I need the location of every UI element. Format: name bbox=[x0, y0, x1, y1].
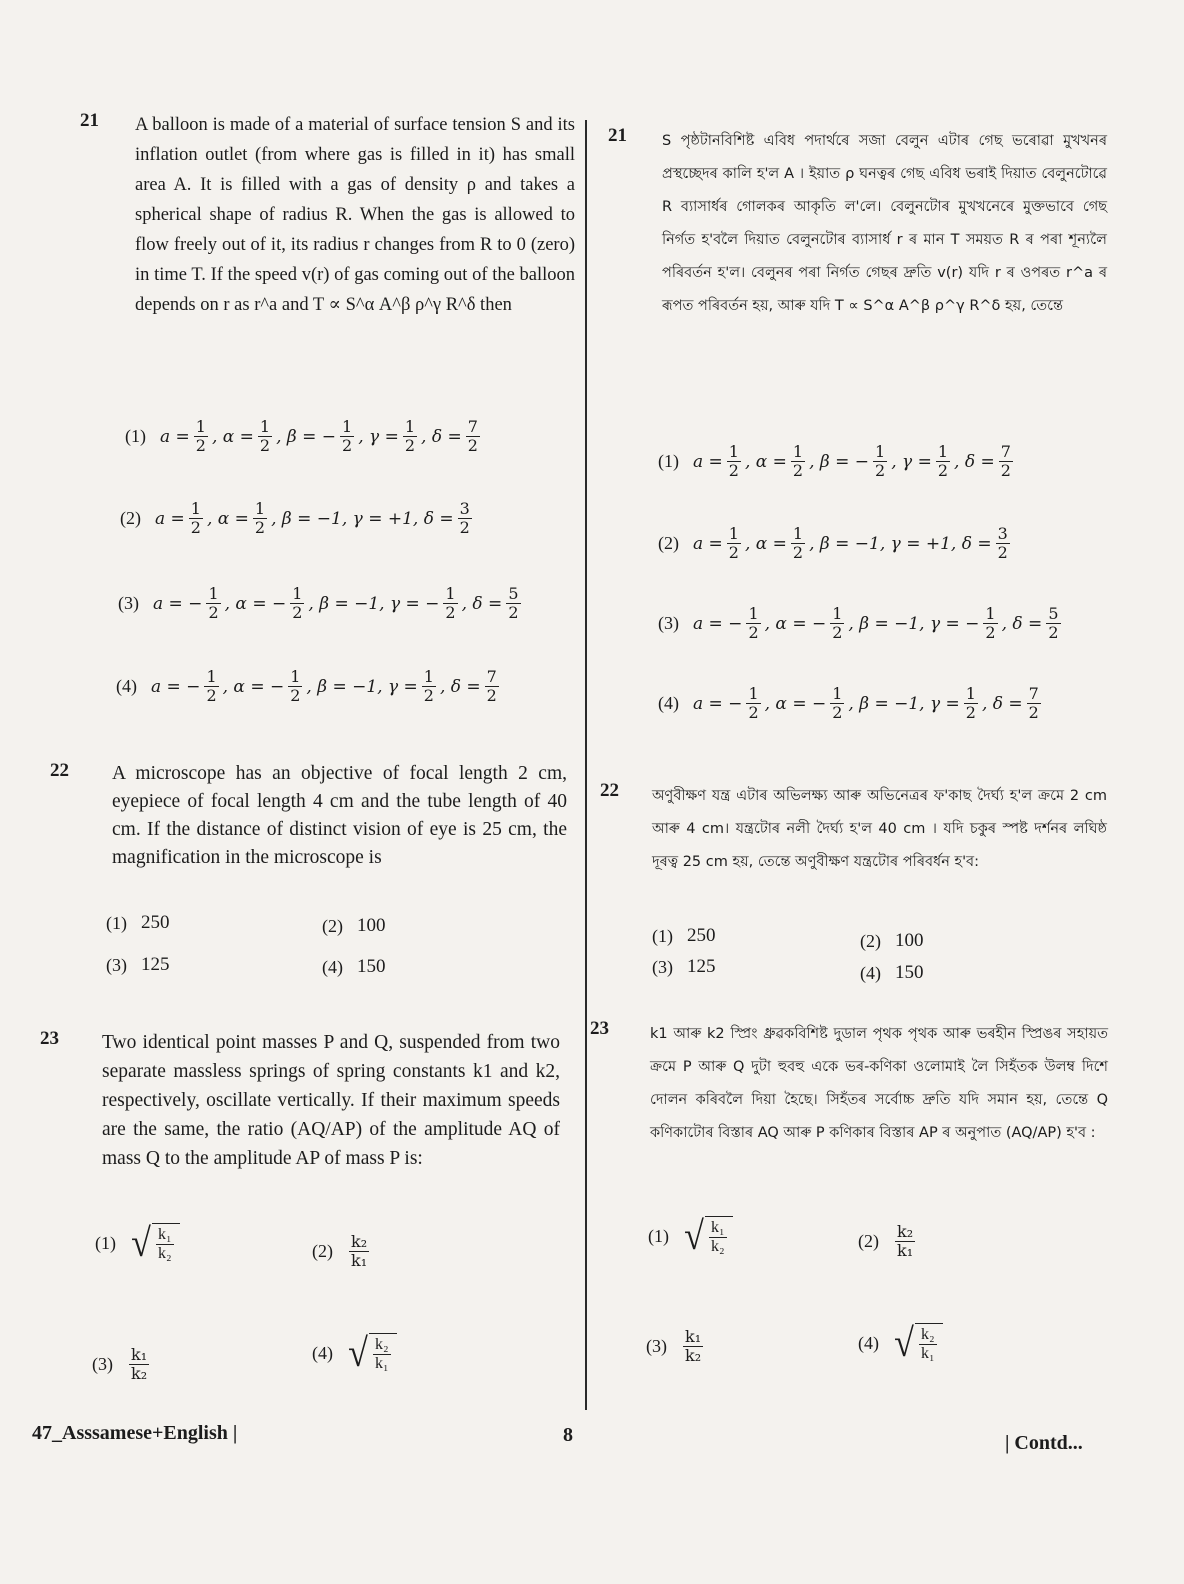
option-math: a = $\frac{1}{2}$ , α = $\frac{1}{2}$ , β = − $\frac{1}{2}$ , γ = $\frac{1}{2}$ , δ = $\frac{7}{2}$ bbox=[693, 442, 1011, 480]
option-math: $\frac{\text{k₁}}{\text{k₂}}$ bbox=[685, 1327, 702, 1365]
option-2[interactable] bbox=[658, 525, 1012, 562]
option-label: (3) bbox=[118, 593, 139, 613]
option-label: (4) bbox=[858, 1332, 879, 1353]
option-label: (3) bbox=[92, 1354, 113, 1374]
option-3[interactable] bbox=[92, 1346, 151, 1383]
option-2[interactable] bbox=[860, 930, 924, 952]
option-math: a = $\frac{1}{2}$ , α = $\frac{1}{2}$ , β = −1, γ = +1, δ = $\frac{3}{2}$ bbox=[693, 524, 1008, 562]
option-label: (3) bbox=[646, 1336, 667, 1356]
option-4[interactable] bbox=[658, 685, 1043, 722]
option-2[interactable] bbox=[322, 915, 386, 937]
option-label: (2) bbox=[858, 1231, 879, 1251]
column-divider bbox=[585, 120, 587, 1410]
option-math: a = $\frac{1}{2}$ , α = $\frac{1}{2}$ , β = − $\frac{1}{2}$ , γ = $\frac{1}{2}$ , δ = $\frac{7}{2}$ bbox=[160, 417, 478, 455]
question-number: 22 bbox=[600, 780, 619, 801]
option-value: 150 bbox=[895, 962, 924, 983]
question-text: A microscope has an objective of focal length 2 cm, eyepiece of focal length 4 cm and the tube length of 40 cm. If the distance of distinct vision of eye is 25 cm, the magnification in the microscope is bbox=[112, 763, 567, 868]
option-label: (2) bbox=[322, 915, 343, 936]
option-4[interactable] bbox=[860, 962, 924, 984]
question-text: অণুবীক্ষণ যন্ত্ৰ এটাৰ অভিলক্ষ্য আৰু অভিনেত্ৰৰ ফ'কাছ দৈৰ্ঘ্য হ'ল ক্ৰমে 2 cm আৰু 4 cm। যন্ত্ৰটোৰ নলী দৈৰ্ঘ্য হ'ল 40 cm । যদি চকুৰ স্পষ্ট দৰ্শনৰ লঘিষ্ঠ দূৰত্ব 25 cm হয়, তেন্তে অণুবীক্ষণ যন্ত্ৰটোৰ পৰিবৰ্ধন হ'ব: bbox=[652, 788, 1107, 870]
option-label: (3) bbox=[106, 954, 127, 975]
option-4[interactable] bbox=[116, 668, 501, 705]
option-label: (2) bbox=[312, 1241, 333, 1261]
option-1[interactable] bbox=[106, 912, 170, 934]
option-3[interactable] bbox=[106, 954, 170, 976]
option-math: $\frac{\text{k₂}}{\text{k₁}}$ bbox=[897, 1222, 914, 1260]
option-4[interactable] bbox=[322, 956, 386, 978]
option-2[interactable] bbox=[312, 1233, 371, 1270]
option-value: 150 bbox=[357, 956, 386, 977]
option-label: (1) bbox=[658, 451, 679, 471]
option-value: 250 bbox=[687, 925, 716, 946]
option-label: (3) bbox=[652, 956, 673, 977]
question-text: k1 আৰু k2 স্প্ৰিং ধ্ৰুৱকবিশিষ্ট দুডাল পৃথক পৃথক আৰু ভৰহীন স্প্ৰিঙৰ সহায়ত ক্ৰমে P আৰু Q দুটা হুবহু একে ভৰ-কণিকা ওলোমাই লৈ সিহঁতক উলম্ব দিশে দোলন কৰিবলৈ দিয়া হৈছে। সিহঁতৰ সৰ্বোচ্চ দ্ৰুতি যদি সমান হয়, তেন্তে Q কণিকাটোৰ বিস্তাৰ AQ আৰু P কণিকাৰ বিস্তাৰ AP ৰ অনুপাত (AQ/AP) হ'ব : bbox=[650, 1026, 1108, 1141]
option-label: (1) bbox=[125, 426, 146, 446]
option-label: (2) bbox=[860, 930, 881, 951]
option-math: a = − $\frac{1}{2}$ , α = − $\frac{1}{2}$ , β = −1, γ = − $\frac{1}{2}$ , δ = $\frac{5}{2}$ bbox=[693, 604, 1059, 642]
paper-code: 47_Asssamese+English | bbox=[32, 1422, 238, 1444]
option-math: $\frac{\text{k₂}}{\text{k₁}}$ bbox=[351, 1232, 368, 1270]
question-number: 21 bbox=[608, 125, 627, 146]
option-label: (2) bbox=[658, 533, 679, 553]
option-label: (2) bbox=[120, 508, 141, 528]
option-label: (3) bbox=[658, 613, 679, 633]
option-label: (1) bbox=[648, 1225, 669, 1246]
option-1[interactable] bbox=[125, 418, 482, 455]
question-number: 23 bbox=[590, 1018, 609, 1039]
question-number: 22 bbox=[50, 760, 69, 781]
page-number: 8 bbox=[563, 1424, 573, 1446]
option-1[interactable] bbox=[95, 1220, 180, 1265]
question-number: 23 bbox=[40, 1028, 59, 1049]
option-math: a = $\frac{1}{2}$ , α = $\frac{1}{2}$ , β = −1, γ = +1, δ = $\frac{3}{2}$ bbox=[155, 499, 470, 537]
sqrt-k2-over-k1: √ $\frac{\text{k₂}}{\text{k₁}}$ bbox=[347, 1333, 397, 1373]
option-1[interactable] bbox=[658, 443, 1015, 480]
question-text: S পৃষ্ঠটানবিশিষ্ট এবিধ পদাৰ্থৰে সজা বেলুন এটাৰ গেছ ভৰোৱা মুখখনৰ প্ৰস্থচ্ছেদৰ কালি হ'ল A । ইয়াত ρ ঘনত্বৰ গেছ এবিধ ভৰাই দিয়াত বেলুনটোৱে R ব্যাসাৰ্ধৰ গোলকৰ আকৃতি ল'লে। বেলুনটোৰ মুখখনেৰে মুক্তভাবে গেছ নিৰ্গত হ'বলৈ দিয়াত বেলুনটোৰ ব্যাসাৰ্ধ r ৰ মান T সময়ত R ৰ পৰা শূন্যলৈ পৰিবৰ্তন হ'ল। বেলুনৰ পৰা নিৰ্গত গেছৰ দ্ৰুতি v(r) যদি r ৰ ওপৰত r^a ৰ ৰূপত পৰিবৰ্তন হয়, আৰু যদি T ∝ S^α A^β ρ^γ R^δ হয়, তেন্তে bbox=[662, 133, 1107, 314]
option-math: a = − $\frac{1}{2}$ , α = − $\frac{1}{2}$ , β = −1, γ = $\frac{1}{2}$ , δ = $\frac{7}{2}$ bbox=[693, 684, 1039, 722]
option-label: (4) bbox=[860, 962, 881, 983]
sqrt-k1-over-k2: √ $\frac{\text{k₁}}{\text{k₂}}$ bbox=[683, 1216, 733, 1256]
sqrt-k1-over-k2: √ $\frac{\text{k₁}}{\text{k₂}}$ bbox=[130, 1223, 180, 1263]
option-math: a = − $\frac{1}{2}$ , α = − $\frac{1}{2}$ , β = −1, γ = − $\frac{1}{2}$ , δ = $\frac{5}{2}$ bbox=[153, 584, 519, 622]
option-label: (4) bbox=[322, 956, 343, 977]
option-value: 125 bbox=[141, 954, 170, 975]
option-label: (1) bbox=[95, 1232, 116, 1253]
option-4[interactable] bbox=[312, 1330, 397, 1375]
continued-label: | Contd... bbox=[1005, 1432, 1083, 1454]
option-4[interactable] bbox=[858, 1320, 943, 1365]
option-2[interactable] bbox=[858, 1223, 917, 1260]
option-label: (4) bbox=[312, 1342, 333, 1363]
option-label: (1) bbox=[652, 925, 673, 946]
option-3[interactable] bbox=[646, 1328, 705, 1365]
option-label: (1) bbox=[106, 912, 127, 933]
option-1[interactable] bbox=[648, 1213, 733, 1258]
question-text: A balloon is made of a material of surface tension S and its inflation outlet (from where gas is filled in it) has small area A. It is filled with a gas of density ρ and takes a spherical shape of radius R. When the gas is allowed to flow freely out of it, its radius r changes from R to 0 (zero) in time T. If the speed v(r) of gas coming out of the balloon depends on r as r^a and T ∝ S^α A^β ρ^γ R^δ then bbox=[135, 115, 575, 315]
option-3[interactable] bbox=[652, 956, 716, 978]
option-value: 250 bbox=[141, 912, 170, 933]
option-1[interactable] bbox=[652, 925, 716, 947]
option-value: 125 bbox=[687, 956, 716, 977]
sqrt-k2-over-k1: √ $\frac{\text{k₂}}{\text{k₁}}$ bbox=[893, 1323, 943, 1363]
option-label: (4) bbox=[658, 693, 679, 713]
option-3[interactable] bbox=[118, 585, 523, 622]
option-3[interactable] bbox=[658, 605, 1063, 642]
question-number: 21 bbox=[80, 110, 99, 131]
option-value: 100 bbox=[895, 930, 924, 951]
option-2[interactable] bbox=[120, 500, 474, 537]
option-math: a = − $\frac{1}{2}$ , α = − $\frac{1}{2}$ , β = −1, γ = $\frac{1}{2}$ , δ = $\frac{7}{2}$ bbox=[151, 667, 497, 705]
question-text: Two identical point masses P and Q, suspended from two separate massless springs of spring constants k1 and k2, respectively, oscillate vertically. If their maximum speeds are the same, the ratio (AQ/AP) of the amplitude AQ of mass Q to the amplitude AP of mass P is: bbox=[102, 1032, 560, 1169]
option-value: 100 bbox=[357, 915, 386, 936]
option-math: $\frac{\text{k₁}}{\text{k₂}}$ bbox=[131, 1345, 148, 1383]
option-label: (4) bbox=[116, 676, 137, 696]
